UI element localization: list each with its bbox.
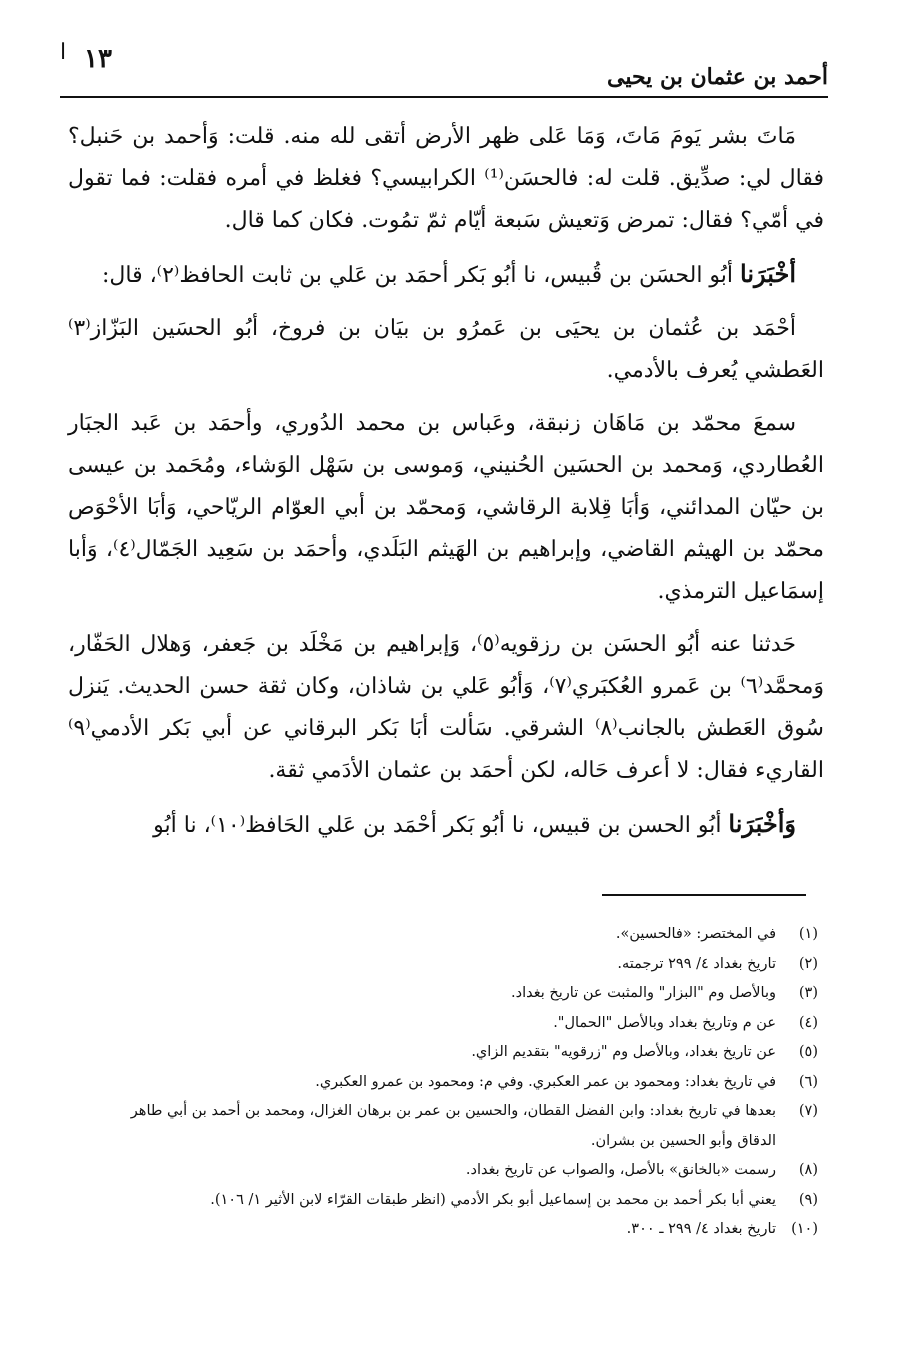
paragraph-text: أحْمَد بن عُثمان بن يحيَى بن عَمرُو بن بيَان بن فروخ، أبُو الحسَين البَزّاز⁽٣⁾ العَطشي يُعرف بالأدمي.	[68, 316, 824, 383]
body-paragraph	[68, 116, 824, 242]
main-text	[68, 116, 824, 858]
footnote-text: وبالأصل وم "البزار" والمثبت عن تاريخ بغداد.	[511, 985, 776, 1001]
footnote	[108, 950, 818, 980]
paragraph-lead-word: أخْبَرَنا	[740, 259, 796, 288]
footnote-text: عن تاريخ بغداد، وبالأصل وم "زرقويه" بتقديم الزاي.	[471, 1044, 776, 1060]
body-paragraph	[68, 624, 824, 792]
biography-entry-heading	[68, 308, 824, 392]
paragraph-lead-word: وَأخْبَرَنا	[728, 809, 796, 838]
footnote-number: (٦)	[798, 1073, 818, 1090]
margin-tick-mark: ا	[60, 40, 67, 65]
footnote-text: في المختصر: «فالحسين».	[615, 926, 776, 942]
footnote-text: يعني أبا بكر أحمد بن محمد بن إسماعيل أبو بكر الأدمي (انظر طبقات القرّاء لابن الأثير ١/ ١٠٦).	[210, 1191, 776, 1208]
paragraph-text: أبُو الحسَن بن قُبيس، نا أبُو بَكر أحمَد بن عَلي بن ثابت الحافظ⁽٢⁾، قال:	[101, 263, 741, 288]
footnote	[108, 979, 818, 1009]
paragraph-text: سمعَ محمّد بن مَاهَان زنبقة، وعَباس بن محمد الدُوري، وأحمَد بن عَبد الجبَار العُطاردي، وَمحمد بن الحسَين الحُنيني، وَموسى بن سَهْل الوَشاء، ومُحَمد بن عيسى بن حيّان المدائني، وَأبَا قِلابة الرقاشي، وَمحمّد بن أبي العوّام الريّاحي، وَأبَا الأحْوَص محمّد بن الهيثم القاضي، وإبراهيم بن الهَيثم البَلَدي، وأحمَد بن سَعِيد الجَمّال⁽٤⁾، وَأبا إسمَاعيل الترمذي.	[68, 411, 825, 604]
footnote-number: (١)	[798, 926, 818, 942]
footnote-number: (٣)	[798, 985, 818, 1001]
body-paragraph	[68, 803, 824, 847]
footnote-text: في تاريخ بغداد: ومحمود بن عمر العكبري. وفي م: ومحمود بن عمرو العكبري.	[315, 1073, 776, 1090]
page-number: ١٣	[84, 44, 112, 74]
footnote-number: (٢)	[798, 955, 818, 972]
footnote-text: تاريخ بغداد ٤/ ٢٩٩ ـ ٣٠٠.	[626, 1221, 776, 1237]
footnote	[108, 1186, 818, 1216]
footnote-text: تاريخ بغداد ٤/ ٢٩٩ ترجمته.	[617, 955, 776, 972]
footnote-number: (٥)	[798, 1044, 818, 1060]
body-paragraph	[68, 403, 824, 613]
footnote-number: (٨)	[798, 1162, 818, 1178]
footnote	[108, 1068, 818, 1098]
footnote-number: (١٠)	[791, 1221, 818, 1237]
running-title: أحمد بن عثمان بن يحيى	[607, 64, 828, 90]
footnote-text: رسمت «بالخانق» بالأصل، والصواب عن تاريخ بغداد.	[465, 1162, 776, 1178]
footnote-number: (٧)	[798, 1103, 818, 1119]
footnote	[108, 1038, 818, 1068]
footnote-text: عن م وتاريخ بغداد وبالأصل "الحمال".	[553, 1014, 776, 1031]
paragraph-text: حَدثنا عنه أبُو الحسَن بن رزقويه⁽٥⁾، وَإبراهيم بن مَخْلَد بن جَعفر، وَهلال الحَفّار، وَمحمَّد⁽٦⁾ بن عَمرو العُكبَري⁽٧⁾، وَأبُو عَلي بن شاذان، وكان ثقة حسن الحديث. يَنزل سُوق العَطش بالجانب⁽٨⁾ الشرقي. سَألت أبَا بَكر البرقاني عن أبي بَكر الأدمي⁽٩⁾ القاريء فقال: لا أعرف حَاله، لكن أحمَد بن عثمان الأدَمي ثقة.	[68, 632, 825, 783]
paragraph-text: أبُو الحسن بن قبيس، نا أبُو بَكر أحْمَد بن عَلي الحَافظ⁽١٠⁾، نا أبُو	[153, 813, 729, 838]
footnote-separator	[602, 894, 806, 896]
footnote-number: (٩)	[798, 1191, 818, 1208]
footnotes-list	[108, 920, 818, 1245]
footnote	[108, 1156, 818, 1186]
footnote-text: بعدها في تاريخ بغداد: وابن الفضل القطان، والحسين بن عمر بن برهان الغزال، ومحمد بن أحمد بن أبي طاهر الدقاق وأبو الحسين بن بشران.	[130, 1103, 776, 1149]
running-header	[60, 40, 828, 98]
footnote-number: (٤)	[798, 1014, 818, 1031]
footnote	[108, 1215, 818, 1245]
paragraph-text: مَاتَ بشر يَومَ مَاتَ، وَمَا عَلى ظهر الأرض أتقى لله منه. قلت: وَأحمد بن حَنبل؟ فقال لي: صدِّيق. قلت له: فالحسَن⁽¹⁾ الكرابيسي؟ فغلظ في أمره فقلت: فما تقول في أمّي؟ فقال: تمرض وَتعيش سَبعة أيّام ثمّ تمُوت. فكان كما قال.	[68, 124, 824, 233]
footnote	[108, 920, 818, 950]
footnote	[108, 1097, 818, 1156]
body-paragraph	[68, 253, 824, 297]
footnote	[108, 1009, 818, 1039]
